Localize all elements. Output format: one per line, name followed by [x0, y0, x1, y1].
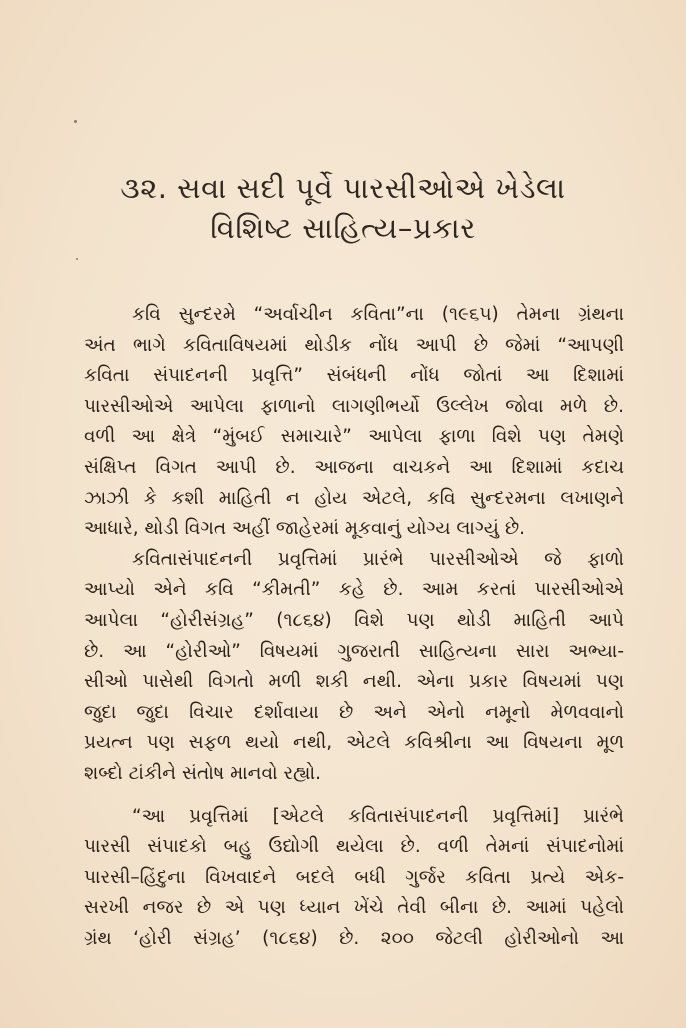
text-line: કવિ સુન્દરમે “અર્વાચીન કવિતા”ના (૧૯૬૫) તેમના ગ્રંથના: [132, 304, 624, 325]
text-line: પારસીઓએ આપેલા ફાળાનો લાગણીભર્યો ઉલ્લેખ જોવા મળે છે.: [84, 395, 624, 417]
text-line: “આ પ્રવૃત્તિમાં [એટલે કવિતાસંપાદનની પ્રવૃત્તિમાં] પ્રારંભે: [132, 805, 624, 827]
text-line: વળી આ ક્ષેત્રે “મુંબઈ સમાચારે” આપેલા ફાળા વિશે પણ તેમણે: [84, 426, 624, 448]
chapter-heading: [0, 168, 686, 248]
text-line: પ્રયત્ન પણ સફળ થયો નથી, એટલે કવિશ્રીના આ વિષયના મૂળ: [84, 732, 624, 754]
paper-speck: [74, 120, 77, 123]
text-line: શબ્દો ટાંકીને સંતોષ માનવો રહ્યો.: [84, 762, 321, 784]
paragraph-spacer: [84, 790, 624, 802]
text-line: સંક્ષિપ્ત વિગત આપી છે. આજના વાચકને આ દિશામાં કદાચ: [84, 456, 624, 478]
paragraph-2: [84, 545, 624, 790]
paragraph-3: [84, 802, 624, 955]
text-line: ગ્રંથ ‘હોરી સંગ્રહ’ (૧૮૬૪) છે. ૨૦૦ જેટલી હોરીઓનો આ: [84, 927, 624, 949]
text-line: ઝાઝી કે કશી માહિતી ન હોય એટલે, કવિ સુન્દરમના લખાણને: [84, 487, 624, 509]
text-line: અંત ભાગે કવિતાવિષયમાં થોડીક નોંધ આપી છે જેમાં “આપણી: [84, 334, 624, 356]
text-line: જુદા જુદા વિચાર દર્શાવાયા છે અને એનો નમૂનો મેળવવાનો: [84, 701, 624, 723]
paragraph-1: [84, 300, 624, 545]
paper-speck: [76, 258, 78, 260]
text-line: પારસી–હિંદુના વિખવાદને બદલે બધી ગુર્જર કવિતા પ્રત્યે એક-: [84, 866, 624, 888]
text-line: આપેલા “હોરીસંગ્રહ” (૧૮૬૪) વિશે પણ થોડી માહિતી આપે: [84, 609, 624, 631]
text-line: કવિતા સંપાદનની પ્રવૃત્તિ” સંબંધની નોંધ જોતાં આ દિશામાં: [84, 365, 624, 387]
text-line: આધારે, થોડી વિગત અહીં જાહેરમાં મૂકવાનું યોગ્ય લાગ્યું છે.: [84, 518, 525, 540]
text-line: આપ્યો એને કવિ “કીમતી” કહે છે. આમ કરતાં પારસીઓએ: [84, 579, 624, 601]
text-line: સીઓ પાસેથી વિગતો મળી શકી નથી. એના પ્રકાર વિષયમાં પણ: [84, 671, 624, 693]
text-line: સરખી નજર છે એ પણ ધ્યાન ખેંચે તેવી બીના છે. આમાં પહેલો: [84, 897, 624, 919]
chapter-heading-line-1: ૩૨. સવા સદી પૂર્વે પારસીઓએ ખેડેલા: [120, 171, 566, 205]
chapter-heading-line-2: વિશિષ્ટ સાહિત્ય–પ્રકાર: [210, 211, 476, 245]
body-text: [84, 300, 624, 954]
text-line: કવિતાસંપાદનની પ્રવૃત્તિમાં પ્રારંભે પારસીઓએ જે ફાળો: [132, 548, 624, 570]
text-line: પારસી સંપાદકો બહુ ઉદ્યોગી થયેલા છે. વળી તેમનાં સંપાદનોમાં: [84, 836, 624, 858]
text-line: છે. આ “હોરીઓ” વિષયમાં ગુજરાતી સાહિત્યના સારા અભ્યા-: [84, 640, 624, 662]
